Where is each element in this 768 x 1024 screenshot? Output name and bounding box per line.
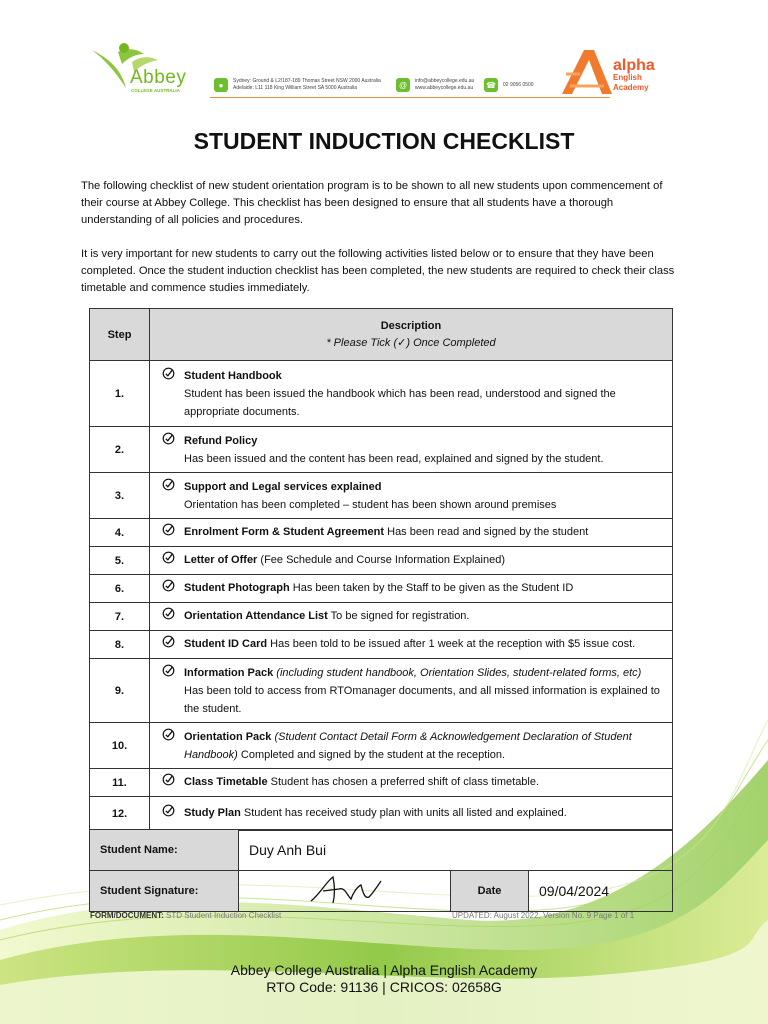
- col-step-header: Step: [90, 309, 150, 361]
- item-text: Student has chosen a preferred shift of class timetable.: [267, 776, 540, 788]
- step-description: [150, 659, 673, 723]
- step-description: [150, 575, 673, 603]
- checklist-item: [162, 367, 664, 421]
- table-row: [90, 427, 673, 473]
- phone-block: [484, 78, 534, 92]
- step-number: 4.: [90, 519, 150, 547]
- form-document-value: STD Student Induction Checklist: [166, 911, 282, 920]
- alpha-english: English: [613, 73, 642, 82]
- phone-number: 02 9056 0500: [503, 81, 534, 88]
- table-row: [90, 575, 673, 603]
- handwritten-signature: [305, 873, 385, 907]
- tick-checkbox-icon[interactable]: [162, 523, 176, 542]
- step-number: 1.: [90, 361, 150, 427]
- table-row: [90, 769, 673, 797]
- form-document-ref: [90, 911, 281, 920]
- item-title: Refund Policy: [184, 434, 258, 447]
- student-name-row: [90, 830, 673, 871]
- step-description: [150, 723, 673, 769]
- table-header-row: [90, 309, 673, 361]
- footer-line-1: Abbey College Australia | Alpha English Academy: [230, 962, 538, 978]
- footer-organisation: [0, 962, 768, 996]
- checklist-item: [162, 579, 664, 598]
- description-instruction: * Please Tick (✓) Once Completed: [326, 336, 496, 349]
- checklist-item: [162, 523, 664, 542]
- step-description: [150, 519, 673, 547]
- item-text: Completed and signed by the student at the reception.: [237, 748, 506, 761]
- step-number: 11.: [90, 769, 150, 797]
- email-line-1: info@abbeycollege.edu.au: [415, 78, 475, 84]
- tick-checkbox-icon[interactable]: [162, 804, 176, 823]
- checklist-item: [162, 635, 664, 654]
- item-text: Has been taken by the Staff to be given as the Student ID: [289, 582, 574, 594]
- step-number: 3.: [90, 473, 150, 519]
- location-pin-icon: ●: [214, 78, 228, 92]
- phone-icon: ☎: [484, 78, 498, 92]
- step-number: 6.: [90, 575, 150, 603]
- checklist-item: [162, 664, 664, 718]
- item-text: Has been told to be issued after 1 week at the reception with $5 issue cost.: [267, 638, 636, 650]
- student-signature-label: Student Signature:: [90, 871, 239, 912]
- item-text: Has been read and signed by the student: [384, 526, 589, 538]
- table-row: [90, 723, 673, 769]
- step-number: 7.: [90, 603, 150, 631]
- item-title: Orientation Attendance List: [184, 610, 328, 622]
- item-text: Student has been issued the handbook which has been read, understood and signed the appropriate documents.: [184, 387, 616, 418]
- table-row: [90, 473, 673, 519]
- table-row: [90, 797, 673, 831]
- item-text: (Fee Schedule and Course Information Explained): [257, 554, 505, 566]
- item-text: Has been issued and the content has been read, explained and signed by the student.: [184, 452, 604, 465]
- checklist-item: [162, 551, 664, 570]
- step-description: [150, 361, 673, 427]
- date-field[interactable]: 09/04/2024: [529, 871, 673, 912]
- description-heading: Description: [380, 319, 442, 332]
- checklist-item: [162, 432, 664, 468]
- email-line-2: www.abbeycollege.edu.au: [415, 85, 474, 91]
- tick-checkbox-icon[interactable]: [162, 432, 176, 451]
- form-document-label: FORM/DOCUMENT:: [90, 911, 164, 920]
- item-text: Orientation has been completed – student has been shown around premises: [184, 498, 557, 511]
- tick-checkbox-icon[interactable]: [162, 579, 176, 598]
- item-title: Student ID Card: [184, 638, 268, 650]
- step-number: 10.: [90, 723, 150, 769]
- checklist-item: [162, 478, 664, 514]
- item-title: Support and Legal services explained: [184, 480, 382, 493]
- email-block: [396, 78, 474, 92]
- table-row: [90, 361, 673, 427]
- table-row: [90, 603, 673, 631]
- table-row: [90, 519, 673, 547]
- step-description: [150, 631, 673, 659]
- alpha-word: alpha: [613, 57, 655, 74]
- signature-row: [90, 871, 673, 912]
- item-note: (including student handbook, Orientation Slides, student-related forms, etc): [273, 666, 642, 679]
- step-number: 8.: [90, 631, 150, 659]
- tick-checkbox-icon[interactable]: [162, 773, 176, 792]
- step-description: [150, 769, 673, 797]
- student-name-field[interactable]: Duy Anh Bui: [239, 830, 673, 871]
- tick-checkbox-icon[interactable]: [162, 367, 176, 386]
- tick-checkbox-icon[interactable]: [162, 728, 176, 747]
- table-row: [90, 631, 673, 659]
- alpha-wordmark: [613, 58, 655, 93]
- item-note: (Student Contact Detail Form & Acknowledgement Declaration of Student Handbook): [184, 730, 632, 761]
- item-title: Orientation Pack: [184, 730, 272, 743]
- page-header: [0, 0, 768, 110]
- tick-checkbox-icon[interactable]: [162, 635, 176, 654]
- address-block: [214, 78, 381, 92]
- student-name-label: Student Name:: [90, 830, 239, 871]
- induction-checklist-table: [89, 308, 673, 831]
- address-line-2: Adelaide: L11 118 King William Street SA 5000 Australia: [233, 85, 358, 91]
- item-title: Student Photograph: [184, 582, 290, 594]
- item-title: Class Timetable: [184, 776, 268, 788]
- step-description: [150, 427, 673, 473]
- checklist-item: [162, 728, 664, 764]
- item-text: Student has received study plan with units all listed and explained.: [240, 807, 567, 819]
- table-row: [90, 659, 673, 723]
- tick-checkbox-icon[interactable]: [162, 478, 176, 497]
- tick-checkbox-icon[interactable]: [162, 551, 176, 570]
- address-line-1: Sydney: Ground & L2/187-189 Thomas Street NSW 2000 Australia: [233, 78, 381, 84]
- header-divider: [210, 97, 610, 98]
- date-label: Date: [451, 871, 529, 912]
- step-description: [150, 797, 673, 831]
- item-title: Information Pack: [184, 666, 274, 679]
- item-title: Letter of Offer: [184, 554, 258, 566]
- checklist-item: [162, 773, 664, 792]
- step-number: 5.: [90, 547, 150, 575]
- item-title: Student Handbook: [184, 369, 282, 382]
- tick-checkbox-icon[interactable]: [162, 607, 176, 626]
- intro-paragraph-2: It is very important for new students to carry out the following activities listed below or to ensure that they have been completed. Once the student induction checklist has been completed, the new students are required to check their class timetable and commence studies immediately.: [81, 248, 675, 294]
- step-description: [150, 473, 673, 519]
- step-number: 2.: [90, 427, 150, 473]
- step-number: 12.: [90, 797, 150, 831]
- abbey-subtitle: COLLEGE AUSTRALIA: [131, 88, 180, 93]
- tick-checkbox-icon[interactable]: [162, 664, 176, 683]
- page-title: STUDENT INDUCTION CHECKLIST: [193, 128, 575, 154]
- signoff-table: [89, 829, 673, 912]
- abbey-wordmark: Abbey: [130, 67, 187, 88]
- step-number: 9.: [90, 659, 150, 723]
- col-description-header: [150, 309, 673, 361]
- intro-paragraph-1: The following checklist of new student orientation program is to be shown to all new students upon commencement of their course at Abbey College. This checklist has been designed to ensure that all students have a thorough understanding of all policies and procedures.: [81, 180, 663, 226]
- email-icon: @: [396, 78, 410, 92]
- item-text: To be signed for registration.: [327, 610, 470, 622]
- checklist-item: [162, 804, 664, 823]
- table-row: [90, 547, 673, 575]
- item-text: Has been told to access from RTOmanager documents, and all missed information is explained to the student.: [184, 684, 660, 715]
- alpha-academy: Academy: [613, 83, 649, 92]
- item-title: Study Plan: [184, 807, 241, 819]
- step-description: [150, 603, 673, 631]
- step-description: [150, 547, 673, 575]
- student-signature-field[interactable]: [239, 871, 451, 912]
- item-title: Enrolment Form & Student Agreement: [184, 526, 385, 538]
- updated-version: UPDATED: August 2022, Version No. 9 Page 1 of 1: [452, 911, 635, 920]
- footer-line-2: RTO Code: 91136 | CRICOS: 02658G: [266, 979, 502, 995]
- checklist-item: [162, 607, 664, 626]
